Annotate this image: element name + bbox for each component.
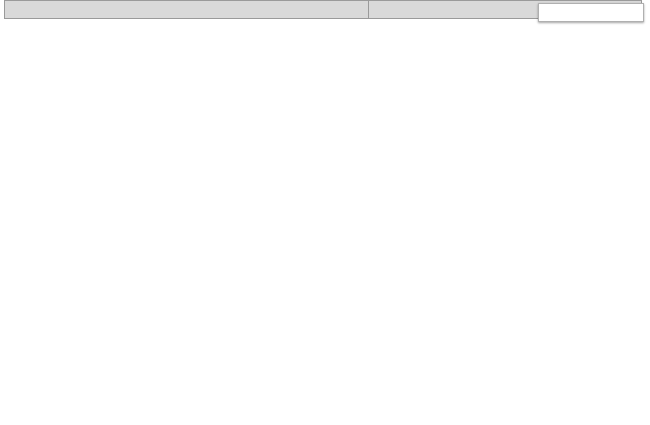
search-input[interactable]	[538, 3, 644, 22]
header-isolating-diaphragm	[5, 1, 369, 19]
